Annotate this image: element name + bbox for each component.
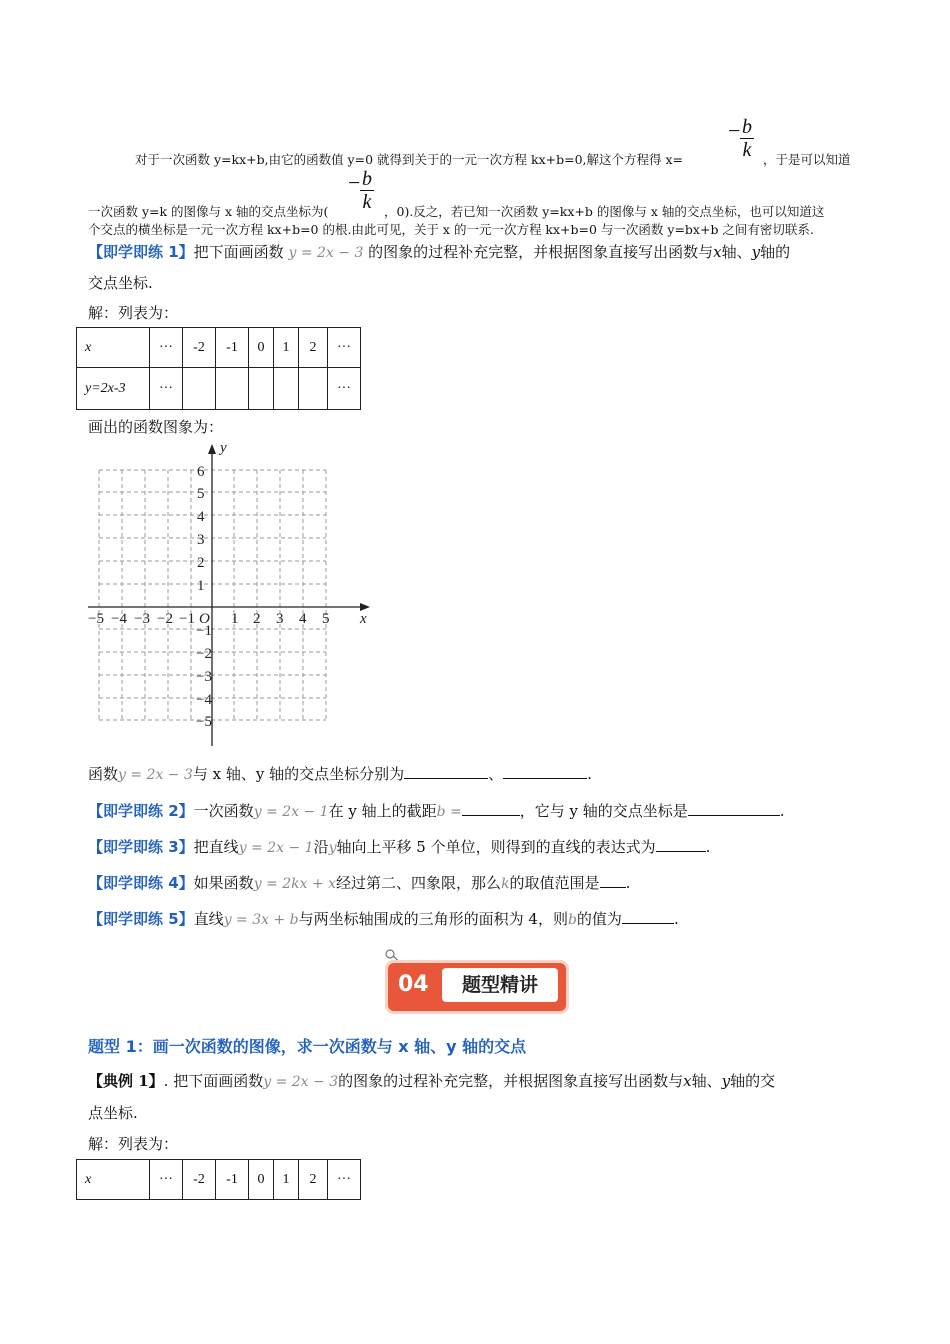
exercise-1-label: 【即学即练 1】 (88, 243, 194, 261)
x-tick-label: 4 (299, 611, 307, 627)
table-cell: -1 (216, 328, 249, 368)
exercise-2-blank-2[interactable] (688, 801, 780, 816)
y-axis-arrow (208, 444, 216, 454)
table-cell-label: y=2x-3 (77, 368, 150, 410)
exercise-1-text-d: 轴的 (760, 243, 791, 261)
answer-blank-1[interactable] (404, 764, 488, 779)
exercise-1-formula: y = 2x − 3 (288, 245, 364, 261)
y-tick-label: 1 (197, 578, 205, 594)
type-1-text-c: 轴、 (691, 1072, 722, 1090)
exercise-3-text-a: 把直线 (193, 838, 239, 856)
fraction-minus: − (728, 118, 741, 143)
exercise-1-x: x (713, 243, 722, 261)
answer-sep: 、 (488, 765, 504, 783)
exercise-3-label: 【即学即练 3】 (88, 838, 194, 856)
exercise-1-text-c: 轴、 (721, 243, 752, 261)
exercise-1-answer (88, 763, 592, 784)
exercise-2-b-eq: b = (436, 804, 462, 820)
exercise-4-formula: y = 2kx + x (253, 876, 337, 892)
table-cell: 0 (249, 1160, 274, 1200)
exercise-5-formula: y = 3x + b (223, 912, 299, 928)
y-tick-label: 4 (197, 509, 205, 525)
table-cell: 2 (299, 1160, 328, 1200)
exercise-5-label: 【即学即练 5】 (88, 910, 194, 928)
x-tick-label: −5 (88, 611, 104, 627)
coordinate-grid (80, 436, 380, 756)
exercise-3-formula: y = 2x − 1 (238, 840, 314, 856)
table-cell-blank[interactable] (299, 368, 328, 410)
table-cell: -2 (183, 1160, 216, 1200)
type-1-text-a: . 把下面画函数 (163, 1072, 264, 1090)
y-tick-label: −2 (196, 646, 212, 662)
exercise-4-label: 【即学即练 4】 (88, 874, 194, 892)
exercise-1-table (76, 327, 361, 410)
exercise-5-text-c: 的值为 (576, 910, 622, 928)
table-cell-blank[interactable] (183, 368, 216, 410)
intro-line-2-suffix: ，0).反之，若已知一次函数 y=kx+b 的图像与 x 轴的交点坐标，也可以知道这 (384, 204, 825, 219)
type-1-formula: y = 2x − 3 (263, 1074, 339, 1090)
exercise-2-label: 【即学即练 2】 (88, 802, 194, 820)
exercise-5-blank[interactable] (622, 909, 674, 924)
exercise-5-text-a: 直线 (193, 910, 224, 928)
y-tick-label: −3 (196, 669, 212, 685)
table-cell: ··· (150, 368, 183, 410)
fraction-denominator: k (742, 139, 752, 161)
intro-line-3: 个交点的横坐标是一元一次方程 kx+b=0 的根.由此可见，关于 x 的一元一次方程 kx+b=0 与一次函数 y=bx+b 之间有密切联系. (88, 222, 814, 237)
table-cell: ··· (150, 1160, 183, 1200)
exercise-5 (88, 908, 679, 929)
exercise-4-text-a: 如果函数 (193, 874, 254, 892)
y-tick-label: 3 (197, 532, 205, 548)
type-1-table (76, 1159, 361, 1200)
type-1-heading: 题型 1：画一次函数的图像，求一次函数与 x 轴、y 轴的交点 (88, 1037, 527, 1056)
type-1-text-b: 的图象的过程补充完整，并根据图象直接写出函数与 (338, 1072, 684, 1090)
y-axis-label: y (220, 440, 227, 456)
answer-text-b: 与 x 轴、y 轴的交点坐标分别为 (192, 765, 405, 783)
fraction-denominator-2: k (362, 191, 372, 213)
exercise-5-b: b (567, 912, 577, 928)
exercise-4-k: k (501, 876, 510, 892)
exercise-2-text-b: 在 y 轴上的截距 (328, 802, 437, 820)
type-1-line-2: 点坐标. (88, 1104, 138, 1122)
exercise-4-end: . (625, 874, 631, 892)
section-badge (388, 963, 566, 1011)
x-tick-label: −2 (157, 611, 173, 627)
table-cell-blank[interactable] (249, 368, 274, 410)
exercise-1-line-2: 交点坐标. (88, 274, 153, 292)
exercise-4 (88, 872, 630, 893)
exercise-2-formula: y = 2x − 1 (253, 804, 329, 820)
table-cell: 1 (274, 1160, 299, 1200)
exercise-3-y: y (328, 840, 337, 856)
intro-line-2-prefix: 一次函数 y=k 的图像与 x 轴的交点坐标为( (88, 204, 329, 219)
exercise-5-text-b: 与两坐标轴围成的三角形的面积为 4，则 (298, 910, 568, 928)
exercise-4-text-c: 的取值范围是 (509, 874, 600, 892)
table-cell: 1 (274, 328, 299, 368)
type-1-label: 【典例 1】 (88, 1072, 164, 1090)
fraction-neg-b-over-k (740, 116, 754, 161)
table-cell: -2 (183, 328, 216, 368)
exercise-3-text-b: 沿 (313, 838, 329, 856)
type-1-y: y (721, 1072, 731, 1090)
exercise-4-text-b: 经过第二、四象限，那么 (336, 874, 502, 892)
exercise-2 (88, 800, 785, 821)
y-tick-label: 5 (197, 486, 205, 502)
answer-formula: y = 2x − 3 (118, 767, 193, 783)
exercise-2-blank-1[interactable] (462, 801, 520, 816)
exercise-2-end: . (779, 802, 785, 820)
exercise-1-text-b: 的图象的过程补充完整，并根据图象直接写出函数与 (368, 243, 714, 261)
exercise-2-text-c: ，它与 y 轴的交点坐标是 (519, 802, 688, 820)
table-cell: x (77, 1160, 150, 1200)
y-tick-label: −4 (196, 692, 212, 708)
exercise-1-solution: 解：列表为： (88, 304, 179, 322)
x-tick-label: 1 (231, 611, 239, 627)
origin-label: O (199, 611, 210, 627)
x-tick-label: −1 (179, 611, 195, 627)
x-tick-label: −3 (134, 611, 150, 627)
exercise-3-blank[interactable] (656, 837, 706, 852)
x-tick-label: 2 (253, 611, 261, 627)
table-cell-blank[interactable] (216, 368, 249, 410)
section-number: 04 (398, 972, 429, 997)
x-axis-label: x (360, 611, 367, 627)
exercise-4-blank[interactable] (600, 873, 626, 888)
fraction-neg-b-over-k-2 (360, 168, 374, 213)
x-tick-label: 3 (276, 611, 284, 627)
intro-line-1-prefix: 对于一次函数 y=kx+b,由它的函数值 y=0 就得到关于的一元一次方程 kx+b=0,解这个方程得 x= (135, 152, 683, 167)
intro-line-1-suffix: ，于是可以知道 (763, 152, 851, 167)
type-1-text-d: 轴的交 (730, 1072, 776, 1090)
type-1-x: x (683, 1072, 692, 1090)
answer-text-a: 函数 (88, 765, 119, 783)
table-cell-blank[interactable] (274, 368, 299, 410)
exercise-1-prompt (88, 241, 790, 262)
x-tick-label: −4 (111, 611, 127, 627)
exercise-1-text-a: 把下面画函数 (193, 243, 284, 261)
y-tick-label: −5 (196, 714, 212, 730)
x-tick-label: 5 (322, 611, 330, 627)
exercise-3-text-c: 轴向上平移 5 个单位，则得到的直线的表达式为 (336, 838, 656, 856)
exercise-3 (88, 836, 710, 857)
table-cell: x (77, 328, 150, 368)
y-tick-label: 2 (197, 555, 205, 571)
table-cell: 0 (249, 328, 274, 368)
x-axis-arrow (360, 603, 370, 611)
fraction-numerator-2: b (362, 168, 372, 190)
exercise-5-end: . (673, 910, 679, 928)
exercise-2-text-a: 一次函数 (193, 802, 254, 820)
type-1-prompt (88, 1070, 775, 1091)
table-cell: ··· (328, 328, 361, 368)
table-cell: ··· (328, 368, 361, 410)
type-1-solution: 解：列表为： (88, 1135, 179, 1153)
y-tick-label: −1 (196, 623, 212, 639)
table-cell: ··· (328, 1160, 361, 1200)
fraction-numerator: b (742, 116, 752, 138)
graph-label: 画出的函数图象为： (88, 418, 224, 436)
intro-line-1 (135, 150, 683, 168)
table-cell: 2 (299, 328, 328, 368)
section-title: 题型精讲 (442, 968, 558, 1002)
fraction-minus-2: − (348, 170, 361, 195)
y-tick-label: 6 (197, 464, 205, 480)
answer-blank-2[interactable] (503, 764, 587, 779)
table-cell: ··· (150, 328, 183, 368)
exercise-1-y: y (751, 243, 761, 261)
answer-end: . (587, 765, 592, 783)
table-cell: -1 (216, 1160, 249, 1200)
exercise-3-end: . (705, 838, 711, 856)
